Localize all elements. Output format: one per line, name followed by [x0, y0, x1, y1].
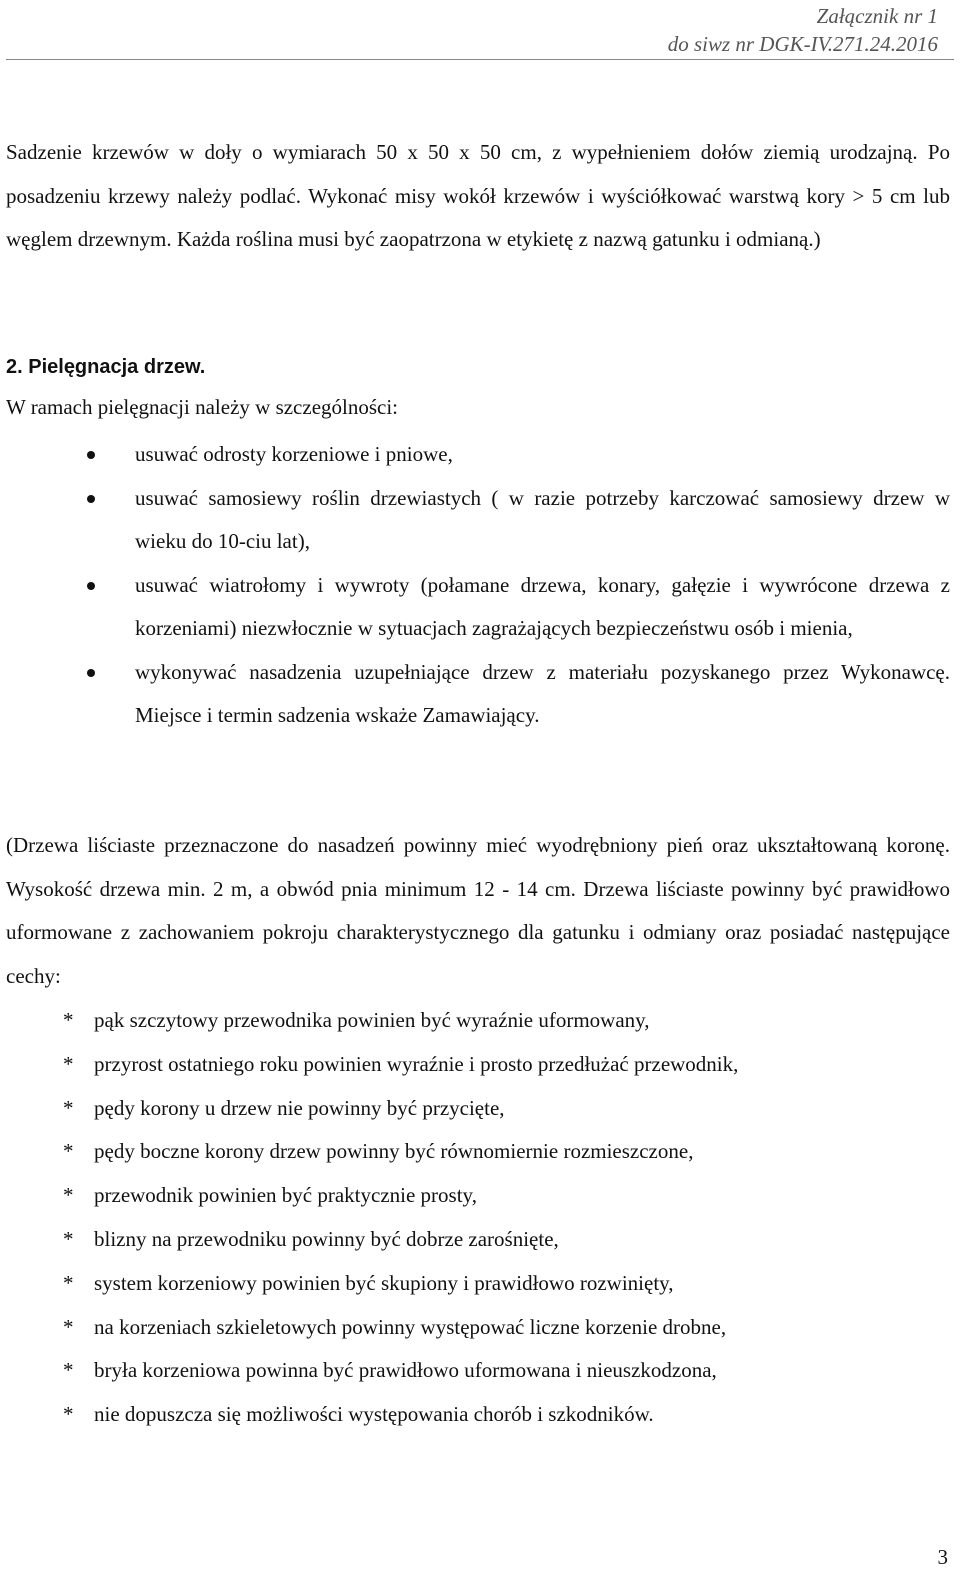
- feature-item: [0, 1349, 950, 1393]
- section-heading: 2. Pielęgnacja drzew.: [6, 356, 206, 378]
- feature-text: nie dopuszcza się możliwości występowania chorób i szkodników.: [94, 1402, 654, 1427]
- care-list: [0, 433, 950, 738]
- feature-item: [0, 1130, 950, 1174]
- feature-text: przyrost ostatniego roku powinien wyraźnie i prosto przedłużać przewodnik,: [94, 1051, 739, 1076]
- features-list: [0, 999, 950, 1437]
- feature-item: [0, 1174, 950, 1218]
- care-list-item: wykonywać nasadzenia uzupełniające drzew z materiału pozyskanego przez Wykonawcę. Miejsce i termin sadzenia wskaże Zamawiający.: [0, 651, 950, 738]
- asterisk-marker: *: [63, 1358, 74, 1383]
- asterisk-marker: *: [63, 1095, 74, 1120]
- asterisk-marker: *: [63, 1226, 74, 1251]
- feature-text: system korzeniowy powinien być skupiony i prawidłowo rozwinięty,: [94, 1270, 674, 1295]
- asterisk-marker: *: [63, 1402, 74, 1427]
- attachment-label: Załącznik nr 1: [816, 4, 938, 28]
- asterisk-marker: *: [63, 1139, 74, 1164]
- intro-paragraph: Sadzenie krzewów w doły o wymiarach 50 x 50 x 50 cm, z wypełnieniem dołów ziemią urodzajną. Po posadzeniu krzewy należy podlać. Wykonać misy wokół krzewów i wyściółkować warstwą kory > 5 cm lub węglem drzewnym. Każda roślina musi być zaopatrzona w etykietę z nazwą gatunku i odmianą.): [6, 140, 950, 251]
- asterisk-marker: *: [63, 1270, 74, 1295]
- feature-item: [0, 1262, 950, 1306]
- page-number: 3: [937, 1545, 948, 1569]
- feature-item: [0, 1306, 950, 1350]
- feature-text: przewodnik powinien być praktycznie prosty,: [94, 1183, 477, 1208]
- asterisk-marker: *: [63, 1183, 74, 1208]
- header-divider: [6, 59, 954, 60]
- asterisk-marker: *: [63, 1051, 74, 1076]
- care-list-item: usuwać wiatrołomy i wywroty (połamane drzewa, konary, gałęzie i wywrócone drzewa z korzeniami) niezwłocznie w sytuacjach zagrażających bezpieczeństwu osób i mienia,: [0, 564, 950, 651]
- feature-item: [0, 1043, 950, 1087]
- feature-text: bryła korzeniowa powinna być prawidłowo uformowana i nieuszkodzona,: [94, 1358, 717, 1383]
- feature-text: pędy boczne korony drzew powinny być równomiernie rozmieszczone,: [94, 1139, 694, 1164]
- feature-item: [0, 1393, 950, 1437]
- trees-paragraph: (Drzewa liściaste przeznaczone do nasadzeń powinny mieć wyodrębniony pień oraz ukształtowaną koronę. Wysokość drzewa min. 2 m, a obwód pnia minimum 12 - 14 cm. Drzewa liściaste powinny być prawidłowo uformowane z zachowaniem pokroju charakterystycznego dla gatunku i odmiany oraz posiadać następujące cechy:: [6, 833, 950, 988]
- feature-item: [0, 999, 950, 1043]
- reference-number: do siwz nr DGK-IV.271.24.2016: [667, 32, 938, 56]
- feature-item: [0, 1087, 950, 1131]
- care-list-item: usuwać samosiewy roślin drzewiastych ( w razie potrzeby karczować samosiewy drzew w wieku do 10-ciu lat),: [0, 477, 950, 564]
- feature-text: pąk szczytowy przewodnika powinien być wyraźnie uformowany,: [94, 1008, 650, 1032]
- page-header: [668, 2, 938, 58]
- feature-item: [0, 1218, 950, 1262]
- asterisk-marker: *: [63, 1314, 74, 1339]
- feature-text: blizny na przewodniku powinny być dobrze zarośnięte,: [94, 1226, 559, 1251]
- feature-text: pędy korony u drzew nie powinny być przycięte,: [94, 1095, 505, 1120]
- feature-text: na korzeniach szkieletowych powinny występować liczne korzenie drobne,: [94, 1314, 727, 1339]
- asterisk-marker: *: [63, 1008, 74, 1032]
- section-lead: W ramach pielęgnacji należy w szczególności:: [6, 395, 399, 419]
- care-list-item: usuwać odrosty korzeniowe i pniowe,: [0, 433, 950, 477]
